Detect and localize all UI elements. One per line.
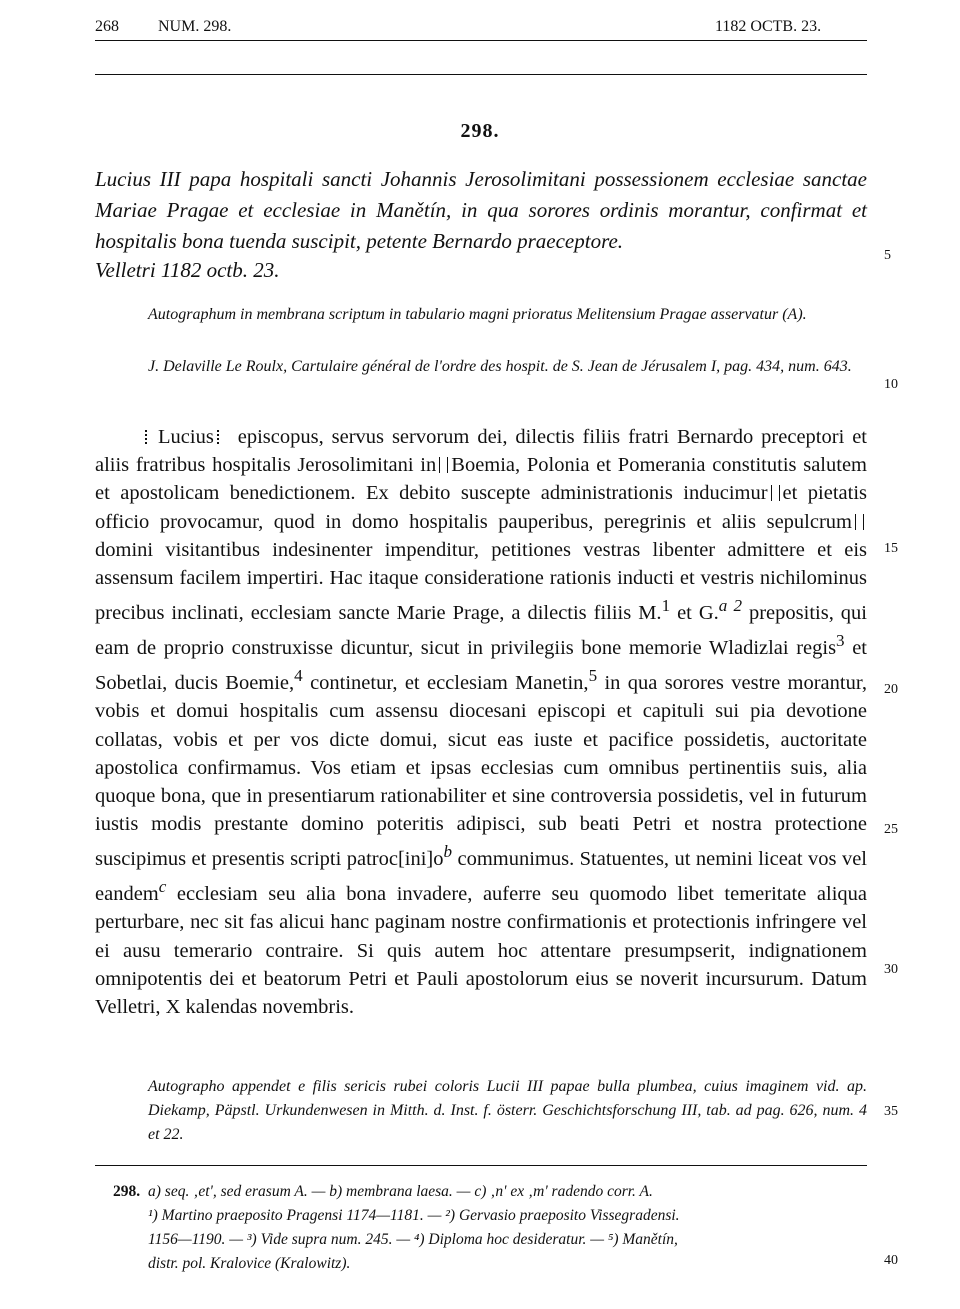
footnote-ref: a 2 [718,596,742,616]
line-number: 15 [884,541,898,556]
document-number: 298. [460,120,500,142]
line-break-mark-icon [439,457,448,473]
footnote-doc-number: 298. [113,1183,141,1200]
header-rule-2 [95,74,867,75]
line-number: 25 [884,822,898,837]
invocation-mark-icon [217,430,227,444]
footnote-ref: c [158,877,167,897]
text-segment: episcopus, servus servorum dei, dilectis filiis fratri Bernardo preceptori et aliis fratribus hospitalis Jerosolimitani in [95,426,868,477]
source-note-edition: J. Delaville Le Roulx, Cartulaire général de l'ordre des hospit. de S. Jean de Jérusalem I, pag. 434, num. 643. [148,358,852,375]
footnote-line: 1156—1190. — ³) Vide supra num. 245. — ⁴) Diploma hoc desideratur. — ⁵) Manětín, [148,1231,678,1248]
text-segment: prepositis, qui eam de proprio construxisse dicuntur, sicut in privilegiis bone memorie Wladizlai regis [95,602,867,660]
header-rule-1 [95,40,867,41]
text-segment: et G. [670,602,719,625]
line-number: 40 [884,1253,898,1268]
footnote-rule [95,1165,867,1166]
regest-place-date: Velletri 1182 octb. 23. [95,258,280,282]
charter-text [95,423,867,1021]
regest [95,164,867,286]
invocation-mark-icon [145,430,155,444]
source-note-autograph: Autographum in membrana scriptum in tabulario magni prioratus Melitensium Pragae asservatur (A). [148,306,807,323]
text-segment: domini visitantibus indesinenter impenditur, petitiones vestras libenter admittere et eis assensum facilem impertiri. Hac itaque consideratione rationis inducti et vestris nichilominus precibus inclinati, ecclesiam sancte Marie Prage, a dilectis filiis M. [95,538,867,625]
footnotes [113,1180,867,1276]
seal-note: Autographo appendet e filis sericis rubei coloris Lucii III papae bulla plumbea, cuius imaginem vid. ap. Diekamp, Päpstl. Urkundenwesen in Mitth. d. Inst. f. österr. Geschichtsforschung III, tab. ad pag. 626, num. 4 et 22. [148,1078,867,1143]
text-segment: communimus. Statuentes, ut nemini liceat vos vel eandem [95,848,867,906]
page-number: 268 [95,18,119,35]
text-segment: continetur, et ecclesiam Manetin, [302,672,589,695]
line-break-mark-icon [855,514,864,530]
footnote-line: a) seq. ‚et', sed erasum A. — b) membrana laesa. — c) ‚n' ex ‚m' radendo corr. A. [148,1183,653,1200]
footnote-line: ¹) Martino praeposito Pragensi 1174—1181. — ²) Gervasio praeposito Vissegradensi. [148,1207,680,1224]
footnote-ref: 1 [661,596,671,616]
footnote-ref: 3 [836,631,845,651]
line-number: 30 [884,962,898,977]
line-break-mark-icon [771,485,780,501]
line-number: 20 [884,682,898,697]
footnote-ref: b [443,842,453,862]
line-number: 35 [884,1104,898,1119]
line-number: 5 [884,248,891,263]
text-segment: et Sobetlai, ducis Boemie, [95,637,867,695]
text-segment: in qua sorores vestre morantur, vobis et domui hospitalis cum assensu diocesani episcopi et capituli sui pia devotione collatas, vobis et per vos dicte domui, sicut eas iuste et pacifice possidetis, auctoritate apostolica confirmamus. Vos etiam et ipsas ecclesias cum omnibus pertinentiis suis, alia quoque bona, que in presentiarum rationabiliter et sine controversia possidetis, vel in futurum iustis modis prestante domino poteritis adipisci, sub beati Petri et nostra protectione suscipimus et presentis scripti patroc[ini]o [95,672,867,871]
footnote-ref: 5 [588,666,598,686]
footnote-line: distr. pol. Kralovice (Kralowitz). [148,1255,351,1272]
regest-text: Lucius III papa hospitali sancti Johannis Jerosolimitani possessionem ecclesiae sanctae Mariae Pragae et ecclesiae in Manětín, in qua sorores ordinis morantur, confirmat et hospitalis bona tuenda suscipit, petente Bernardo praeceptore. [95,167,867,253]
text-segment: Boemia, Polonia et Pomerania constitutis salutem et apostolicam benedictionem. Ex debito suscepte administrationis inducimur [95,454,867,505]
pope-name: Lucius [158,426,214,448]
line-number: 10 [884,377,898,392]
text-segment: et pietatis officio provocamur, quod in domo hospitalis pauperibus, peregrinis et aliis sepulcrum [95,482,867,533]
text-segment: ecclesiam seu alia bona invadere, auferre seu quomodo libet temeritate aliqua perturbare, nec sit fas alicui hanc paginam nostre confirmationis et protectionis infringere vel ei ausu temerario contraire. Si quis autem hoc attentare presumpserit, indignationem omnipotentis dei et beatorum Petri et Pauli apostolorum eius se noverit incursurum. Datum Velletri, X kalendas novembris. [95,883,867,1018]
running-head-date: 1182 OCTB. 23. [715,18,822,35]
footnote-ref: 4 [294,666,303,686]
running-head-section: NUM. 298. [158,18,232,35]
